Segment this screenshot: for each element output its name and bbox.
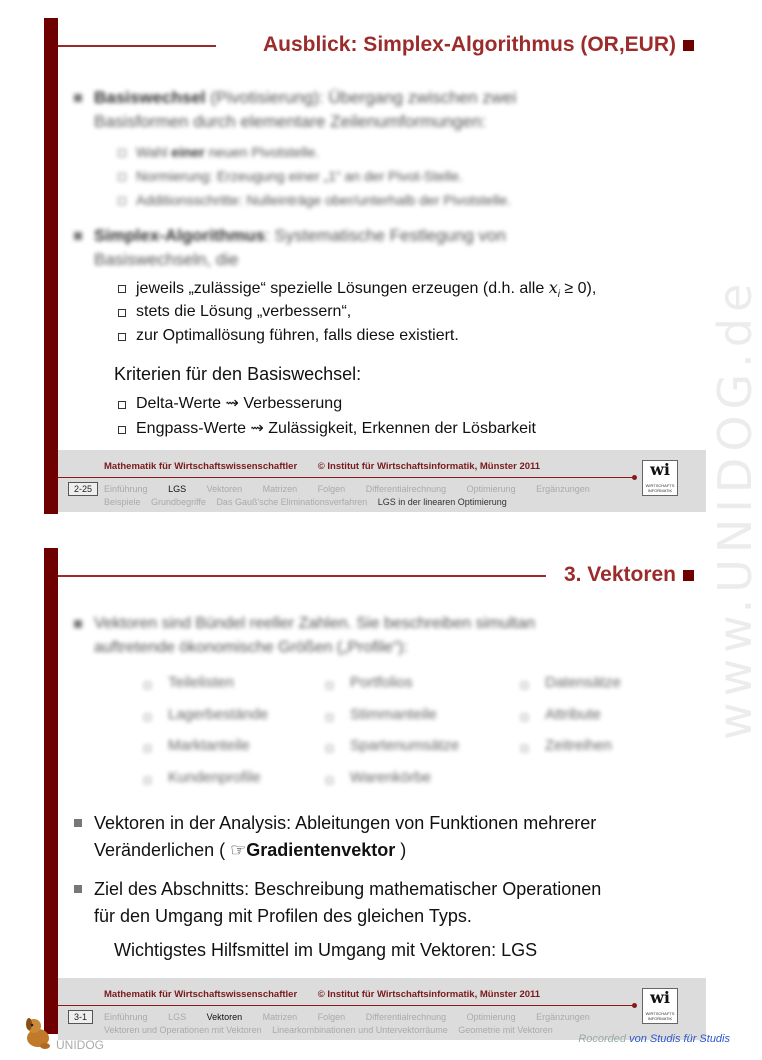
bullet-square-icon (74, 885, 82, 893)
sub-item-verbessern (136, 300, 351, 324)
dog-mascot-icon (20, 1014, 56, 1050)
bullet-text: (Pivotisierung): Übergang zwischen zwei (205, 88, 517, 107)
footer-copyright: © Institut für Wirtschaftsinformatik, Münster 2011 (317, 989, 541, 1000)
nav-item[interactable]: Optimierung (466, 484, 516, 494)
bullet-text-line2: Basisformen durch elementare Zeilenumformungen: (94, 112, 487, 131)
bullet-text: Ziel des Abschnitts: Beschreibung mathematischer Operationen (94, 879, 602, 899)
subnav-item[interactable]: Vektoren und Operationen mit Vektoren (104, 1025, 262, 1035)
nav-item[interactable]: Einführung (104, 484, 148, 494)
sub-item (136, 140, 319, 164)
sub-text: Wahl (136, 144, 172, 160)
bullet-strong: Simplex-Algorithmus (94, 226, 265, 245)
hollow-square-icon (118, 309, 126, 317)
criteria-heading: Kriterien für den Basiswechsel: (114, 364, 362, 384)
title-square-icon (683, 40, 694, 51)
hollow-square-icon (326, 777, 333, 784)
sub-item-optimal (136, 324, 459, 348)
nav-item[interactable]: Ergänzungen (536, 1012, 590, 1022)
nav-item[interactable]: Vektoren (206, 484, 243, 494)
slide-left-bar (44, 548, 58, 1034)
criteria-term: Engpass-Werte (136, 420, 246, 437)
slide-left-bar (44, 18, 58, 514)
criteria-item (136, 417, 536, 441)
nav-item[interactable]: Einführung (104, 1012, 148, 1022)
footer-rule (58, 1005, 634, 1006)
footer-course-title: Mathematik für Wirtschaftswissenschaftler (104, 461, 298, 472)
nav-item[interactable]: Optimierung (466, 1012, 516, 1022)
sub-item (136, 164, 463, 188)
bullet-text-line2: für den Umgang mit Profilen des gleichen Typs. (94, 906, 472, 926)
watermark: www.UNIDOG.de (708, 277, 762, 740)
section-nav (104, 484, 608, 494)
subnav-item[interactable]: Beispiele (104, 497, 141, 507)
hollow-square-icon (326, 714, 333, 721)
hollow-square-icon (118, 285, 126, 293)
slide-ausblick-simplex (44, 18, 706, 514)
slide-title: Ausblick: Simplex-Algorithmus (OR,EUR) (262, 33, 676, 56)
bullet-square-icon (74, 620, 82, 628)
hollow-square-icon (326, 682, 333, 689)
math-x: x (548, 278, 558, 297)
bullet-square-icon (74, 232, 82, 240)
page-number: 2-25 (68, 482, 98, 496)
grid-item: Datensätze (545, 674, 621, 691)
nav-item[interactable]: Differentialrechnung (365, 1012, 447, 1022)
grid-item: Portfolios (350, 674, 413, 691)
slide-title: 3. Vektoren (563, 563, 676, 586)
footer-course (104, 989, 540, 1000)
unidog-brand: UNIDOG (56, 1038, 104, 1052)
sub-text: Normierung: Erzeugung einer „1“ an der Pivot-Stelle. (136, 168, 463, 184)
sub-text: Additionsschritte: Nulleinträge ober/unterhalb der Pivotstelle. (136, 192, 512, 208)
grid-item: Stimmanteile (350, 706, 437, 723)
hollow-square-icon (521, 745, 528, 752)
nav-item-active[interactable]: Vektoren (206, 1012, 243, 1022)
bullet-text: : Systematische Festlegung von (264, 226, 506, 245)
bullet-strong: Basiswechsel (94, 88, 206, 107)
logo-subtext: WIRTSCHAFTS INFORMATIK (645, 483, 675, 493)
hollow-square-icon (144, 745, 151, 752)
bullet-analysis (94, 810, 654, 864)
title-rule (58, 575, 546, 577)
subsection-nav (104, 1025, 561, 1035)
hollow-square-icon (144, 777, 151, 784)
nav-item-active[interactable]: LGS (168, 484, 187, 494)
grid-item: Kundenprofile (168, 769, 261, 786)
bullet-text: Vektoren in der Analysis: Ableitungen von Funktionen mehrerer (94, 813, 597, 833)
wi-logo (642, 988, 678, 1024)
nav-item[interactable]: Matrizen (262, 484, 298, 494)
hollow-square-icon (118, 401, 126, 409)
criteria-term: Delta-Werte (136, 395, 222, 412)
nav-item[interactable]: Differentialrechnung (365, 484, 447, 494)
final-statement: Wichtigstes Hilfsmittel im Umgang mit Vektoren: LGS (114, 940, 538, 960)
title-rule (58, 45, 216, 47)
hollow-square-icon (521, 682, 528, 689)
footer-course (104, 461, 540, 472)
subsection-nav (104, 497, 515, 507)
sub-item (136, 188, 511, 212)
hollow-square-icon (118, 149, 126, 157)
grid-item: Warenkörbe (350, 769, 431, 786)
bullet-vektoren-buendel (94, 612, 654, 660)
logo-text: wi (650, 460, 670, 479)
squiggle-arrow-icon: ⇝ (245, 420, 269, 437)
gradientenvektor-link[interactable]: Gradientenvektor (246, 840, 396, 860)
section-nav (104, 1012, 608, 1022)
subnav-item[interactable]: Grundbegriffe (151, 497, 206, 507)
hollow-square-icon (118, 333, 126, 341)
hollow-square-icon (118, 197, 126, 205)
bullet-square-icon (74, 94, 82, 102)
slide-footer (58, 978, 706, 1040)
footer-rule (58, 477, 634, 478)
criteria-effect: Verbesserung (243, 395, 343, 412)
grid-item: Spartenumsätze (350, 737, 459, 754)
bullet-text-line2: Basiswechseln, die (94, 250, 239, 269)
grid-item: Marktanteile (168, 737, 250, 754)
math-rest: ≥ 0), (559, 280, 597, 297)
bullet-simplex (94, 224, 654, 272)
nav-item[interactable]: Ergänzungen (536, 484, 590, 494)
grid-item: Teilelisten (168, 674, 234, 691)
hollow-square-icon (144, 714, 151, 721)
math-sub: i (557, 289, 560, 301)
sub-text: stets die Lösung „verbessern“, (136, 303, 352, 320)
subnav-item[interactable]: Geometrie mit Vektoren (458, 1025, 553, 1035)
footer-copyright: © Institut für Wirtschaftsinformatik, Münster 2011 (317, 461, 541, 472)
grid-item: Lagerbestände (168, 706, 268, 723)
subnav-item[interactable]: Das Gauß'sche Eliminationsverfahren (216, 497, 368, 507)
bullet-basiswechsel (94, 86, 654, 134)
wi-logo (642, 460, 678, 496)
slide-footer (58, 450, 706, 512)
subnav-item[interactable]: Linearkombinationen und Untervektorräume (272, 1025, 448, 1035)
recorded-note (578, 1033, 730, 1045)
grid-item: Attribute (545, 706, 601, 723)
studis-link[interactable]: von Studis für Studis (629, 1033, 730, 1045)
bullet-text-close: ) (395, 840, 407, 860)
hollow-square-icon (118, 173, 126, 181)
logo-text: wi (650, 988, 670, 1007)
hollow-square-icon (521, 714, 528, 721)
bullet-square-icon (74, 819, 82, 827)
slide-vektoren (44, 548, 706, 1034)
nav-item[interactable]: Folgen (317, 1012, 346, 1022)
recorded-text: Rocorded (578, 1033, 630, 1045)
criteria-effect: Zulässigkeit, Erkennen der Lösbarkeit (268, 420, 536, 437)
criteria-item (136, 392, 342, 416)
sub-text: jeweils „zulässige“ spezielle Lösungen erzeugen (d.h. alle (136, 280, 545, 297)
sub-strong: einer (171, 144, 205, 160)
logo-subtext: WIRTSCHAFTS INFORMATIK (645, 1011, 675, 1021)
title-square-icon (683, 570, 694, 581)
subnav-item-active[interactable]: LGS in der linearen Optimierung (377, 497, 507, 507)
nav-item[interactable]: Folgen (317, 484, 346, 494)
squiggle-arrow-icon: ⇝ (221, 395, 244, 412)
sub-text: zur Optimallösung führen, falls diese existiert. (136, 327, 459, 344)
footer-course-title: Mathematik für Wirtschaftswissenschaftler (104, 989, 298, 1000)
page-number: 3-1 (68, 1010, 93, 1024)
nav-item[interactable]: Matrizen (262, 1012, 298, 1022)
bullet-ziel (94, 876, 654, 930)
bullet-text: Vektoren sind Bündel reeller Zahlen. Sie beschreiben simultan (94, 615, 536, 632)
bullet-text-line2: Veränderlichen ( (94, 840, 231, 860)
nav-item[interactable]: LGS (168, 1012, 187, 1022)
hollow-square-icon (144, 682, 151, 689)
bullet-text-line2: auftretende ökonomische Größen („Profile“): (94, 639, 408, 656)
pointing-hand-icon: ☞ (230, 840, 247, 860)
hollow-square-icon (118, 426, 126, 434)
sub-text: neuen Pivotstelle. (204, 144, 320, 160)
grid-item: Zeitreihen (545, 737, 612, 754)
hollow-square-icon (326, 745, 333, 752)
